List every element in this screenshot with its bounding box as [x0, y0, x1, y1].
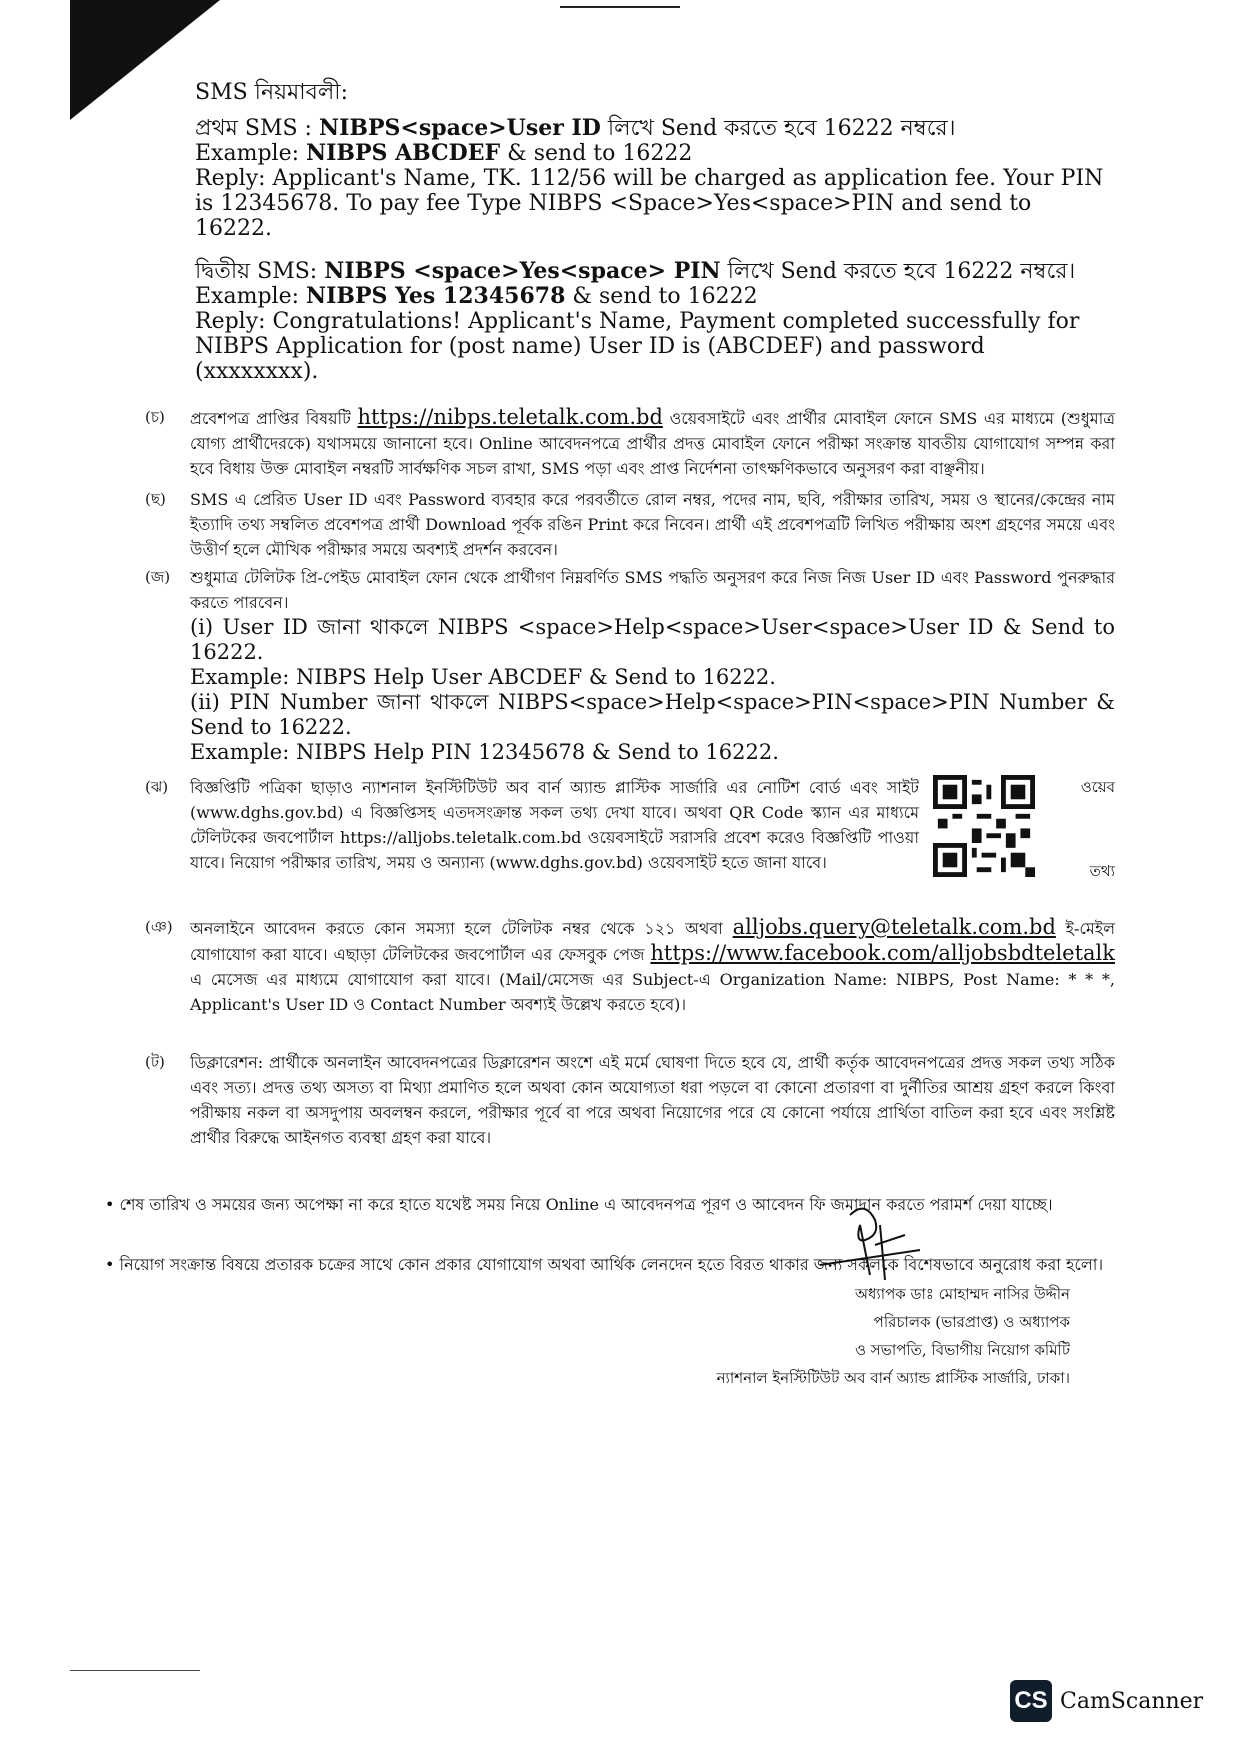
sms-first-suffix: লিখে Send করতে হবে 16222 নম্বরে।: [600, 116, 956, 141]
signatory-institute: ন্যাশনাল ইনস্টিটিউট অব বার্ন অ্যান্ড প্লাস্টিক সার্জারি, ঢাকা।: [716, 1369, 1070, 1387]
qr-side-bottom: তথ্য: [1089, 862, 1115, 880]
clause-nya: [145, 915, 1116, 1017]
sms-first-prefix: প্রথম SMS :: [195, 116, 319, 141]
signatory-block: [640, 1280, 1070, 1392]
signatory-name: অধ্যাপক ডাঃ মোহাম্মদ নাসির উদ্দীন: [854, 1285, 1070, 1303]
sms-second-line: [195, 259, 1115, 284]
clause-text: ই-মেইল যোগাযোগ করা যাবে। এছাড়া টেলিটকের জবপোর্টাল এর ফেসবুক পেজ: [190, 919, 1116, 964]
qr-side-text: [1067, 775, 1115, 880]
sms-instructions: [195, 75, 1115, 384]
clause-ta: [145, 1050, 1115, 1150]
warning-bullet: • নিয়োগ সংক্রান্ত বিষয়ে প্রতারক চক্রের সাথে কোন প্রকার যোগাযোগ অথবা আর্থিক লেনদেন হতে বিরত থাকার জন্য সকলকে বিশেষভাবে অনুরোধ করা হলো।: [105, 1255, 1104, 1274]
sms-second-code: NIBPS <space>Yes<space> PIN: [324, 258, 721, 284]
scan-top-mark: [560, 6, 680, 8]
example1-label: Example:: [195, 141, 306, 166]
clause-text: ওয়েবসাইটে এবং প্রার্থীর মোবাইল ফোনে SMS এর মাধ্যমে (শুধুমাত্র যোগ্য প্রার্থীদেরকে) যথাসময়ে জানানো হবে। Online আবেদনপত্রে প্রার্থীর প্রদত্ত মোবাইল ফোনে পরীক্ষা সংক্রান্ত যাবতীয় যোগাযোগ সম্পন্ন করা হবে বিধায় উক্ত মোবাইল নম্বরটি সার্বক্ষণিক সচল রাখা, SMS পড়া এবং প্রাপ্ত নির্দেশনা তাৎক্ষণিকভাবে অনুসরণ করা বাঞ্ছনীয়।: [190, 409, 1115, 478]
clause-text: বিজ্ঞপ্তিটি পত্রিকা ছাড়াও ন্যাশনাল ইনস্টিটিউট অব বার্ন অ্যান্ড প্লাস্টিক সার্জারি এর নোটিশ বোর্ড এবং সাইট (www.dghs.gov.bd) এ বিজ্ঞপ্তিসহ এতদসংক্রান্ত সকল তথ্য দেখা যাবে। অথবা QR Code স্ক্যান এর মাধ্যমে টেলিটকের জবপোর্টাল https://alljobs.teletalk.com.bd ওয়েবসাইটে সরাসরি প্রবেশ করেও বিজ্ঞপ্তিটি পাওয়া যাবে। নিয়োগ পরীক্ষার তারিখ, সময় ও অন্যান্য (www.dghs.gov.bd) ওয়েবসাইট হতে জানা যাবে।: [190, 778, 919, 872]
signatory-title-1: পরিচালক (ভারপ্রাপ্ত) ও অধ্যাপক: [873, 1313, 1070, 1331]
clause-body: [190, 775, 1115, 880]
clause-body: ডিক্লারেশন: প্রার্থীকে অনলাইন আবেদনপত্রের ডিক্লারেশন অংশে এই মর্মে ঘোষণা দিতে হবে যে, প্রার্থী কর্তৃক আবেদনপত্রের প্রদত্ত সকল তথ্য সঠিক এবং সত্য। প্রদত্ত তথ্য অসত্য বা মিথ্যা প্রমাণিত হলে অথবা কোন অযোগ্যতা ধরা পড়লে বা কোনো প্রতারণা বা দুর্নীতির আশ্রয় গ্রহণ করলে কিংবা পরীক্ষায় নকল বা অসদুপায় অবলম্বন করলে, পরীক্ষার পূর্বে বা পরে অথবা নিয়োগের পরে যে কোনো পর্যায়ে প্রার্থিতা বাতিল করা হবে এবং সংশ্লিষ্ট প্রার্থীর বিরুদ্ধে আইনগত ব্যবস্থা গ্রহণ করা যাবে।: [190, 1053, 1115, 1147]
clause-text: এ মেসেজ এর মাধ্যমে যোগাযোগ করা যাবে। (Mail/মেসেজ এর Subject-এ Organization Name: NIBPS, Post Name: * * *, Applicant's User ID ও Contact Number অবশ্যই উল্লেখ করতে হবে)।: [190, 970, 1115, 1014]
sms-first-line: [195, 116, 1115, 141]
sms-second-suffix: লিখে Send করতে হবে 16222 নম্বরে।: [720, 259, 1076, 284]
example1-code: NIBPS ABCDEF: [306, 140, 501, 166]
sms-example-2: [195, 284, 1115, 309]
sms-second-prefix: দ্বিতীয় SMS:: [195, 259, 325, 284]
clause-intro: শুধুমাত্র টেলিটক প্রি-পেইড মোবাইল ফোন থেকে প্রার্থীগণ নিম্নবর্ণিত SMS পদ্ধতি অনুসরণ করে নিজ নিজ User ID এবং Password পুনরুদ্ধার করতে পারবেন।: [190, 568, 1115, 612]
recover-user-id-line: (i) User ID জানা থাকলে NIBPS <space>Help<space>User<space>User ID & Send to 16222.: [190, 615, 1115, 664]
clause-body: [190, 565, 1115, 765]
example2-code: NIBPS Yes 12345678: [306, 283, 566, 309]
recover-user-id-example: Example: NIBPS Help User ABCDEF & Send to 16222.: [190, 665, 776, 689]
sms-first-code: NIBPS<space>User ID: [318, 115, 601, 141]
sms-heading: SMS নিয়মাবলী:: [195, 80, 348, 105]
advice-bullet: • শেষ তারিখ ও সময়ের জন্য অপেক্ষা না করে হাতে যথেষ্ট সময় নিয়ে Online এ আবেদনপত্র পূরণ ও আবেদন ফি জমাদান করতে পরামর্শ দেয়া যাচ্ছে।: [105, 1195, 1053, 1214]
clause-text: প্রবেশপত্র প্রাপ্তির বিষয়টি: [190, 409, 358, 428]
clause-marker: (ঞ): [145, 918, 173, 936]
example1-suffix: & send to 16222: [500, 141, 693, 166]
recover-pin-line: (ii) PIN Number জানা থাকলে NIBPS<space>Help<space>PIN<space>PIN Number & Send to 16222.: [190, 690, 1115, 739]
facebook-page-link[interactable]: https://www.facebook.com/alljobsbdteletalk: [650, 941, 1115, 965]
sms-reply-2: Reply: Congratulations! Applicant's Name, Payment completed successfully for NIBPS Application for (post name) User ID is (ABCDEF) and password (xxxxxxxx).: [195, 309, 1080, 384]
clause-body: [190, 405, 1115, 481]
sms-example-1: [195, 141, 1115, 166]
qr-side-top: ওয়েব: [1080, 778, 1115, 796]
support-email-link[interactable]: alljobs.query@teletalk.com.bd: [732, 915, 1056, 939]
example2-label: Example:: [195, 284, 306, 309]
sms-reply-1: Reply: Applicant's Name, TK. 112/56 will be charged as application fee. Your PIN is 12345678. To pay fee Type NIBPS <Space>Yes<space>PIN and send to 16222.: [195, 166, 1104, 241]
clause-text: অনলাইনে আবেদন করতে কোন সমস্যা হলে টেলিটক নম্বর থেকে ১২১ অথবা: [190, 919, 733, 938]
bullet-text: নিয়োগ সংক্রান্ত বিষয়ে প্রতারক চক্রের সাথে কোন প্রকার যোগাযোগ অথবা আর্থিক লেনদেন হতে বিরত থাকার জন্য সকলকে বিশেষভাবে অনুরোধ করা হলো।: [119, 1255, 1104, 1274]
clause-ch: [145, 405, 1115, 481]
clause-marker: (ট): [145, 1053, 165, 1071]
clause-body: SMS এ প্রেরিত User ID এবং Password ব্যবহার করে পরবর্তীতে রোল নম্বর, পদের নাম, ছবি, পরীক্ষার তারিখ, সময় ও স্থানের/কেন্দ্রের নাম ইত্যাদি তথ্য সম্বলিত প্রবেশপত্র প্রার্থী Download পূর্বক রঙিন Print করে নিবেন। প্রার্থী এই প্রবেশপত্রটি লিখিত পরীক্ষায় অংশ গ্রহণের সময়ে এবং উত্তীর্ণ হলে মৌখিক পরীক্ষার সময়ে অবশ্যই প্রদর্শন করবেন।: [190, 490, 1115, 559]
footer-rule: [70, 1670, 200, 1671]
clause-marker: (ঝ): [145, 778, 169, 796]
clause-marker: (ছ): [145, 490, 166, 508]
bullet-text: শেষ তারিখ ও সময়ের জন্য অপেক্ষা না করে হাতে যথেষ্ট সময় নিয়ে Online এ আবেদনপত্র পূরণ ও আবেদন ফি জমাদান করতে পরামর্শ দেয়া যাচ্ছে।: [119, 1195, 1053, 1214]
clause-marker: (চ): [145, 408, 165, 426]
signature-image: [810, 1195, 930, 1285]
clause-marker: (জ): [145, 568, 171, 586]
clause-j: [145, 565, 1115, 765]
qr-area: [931, 775, 1115, 880]
camscanner-icon: CS: [1010, 1680, 1052, 1722]
signatory-title-2: ও সভাপতি, বিভাগীয় নিয়োগ কমিটি: [854, 1341, 1070, 1359]
recover-pin-example: Example: NIBPS Help PIN 12345678 & Send to 16222.: [190, 740, 779, 764]
clause-body: [190, 915, 1115, 1017]
nibps-website-link[interactable]: https://nibps.teletalk.com.bd: [357, 405, 663, 429]
camscanner-label: CamScanner: [1060, 1688, 1204, 1714]
camscanner-watermark: [1010, 1680, 1203, 1722]
clause-jh: [145, 775, 1115, 880]
qr-code-icon[interactable]: [931, 775, 1037, 877]
example2-suffix: & send to 16222: [565, 284, 758, 309]
clause-chh: [145, 487, 1115, 562]
